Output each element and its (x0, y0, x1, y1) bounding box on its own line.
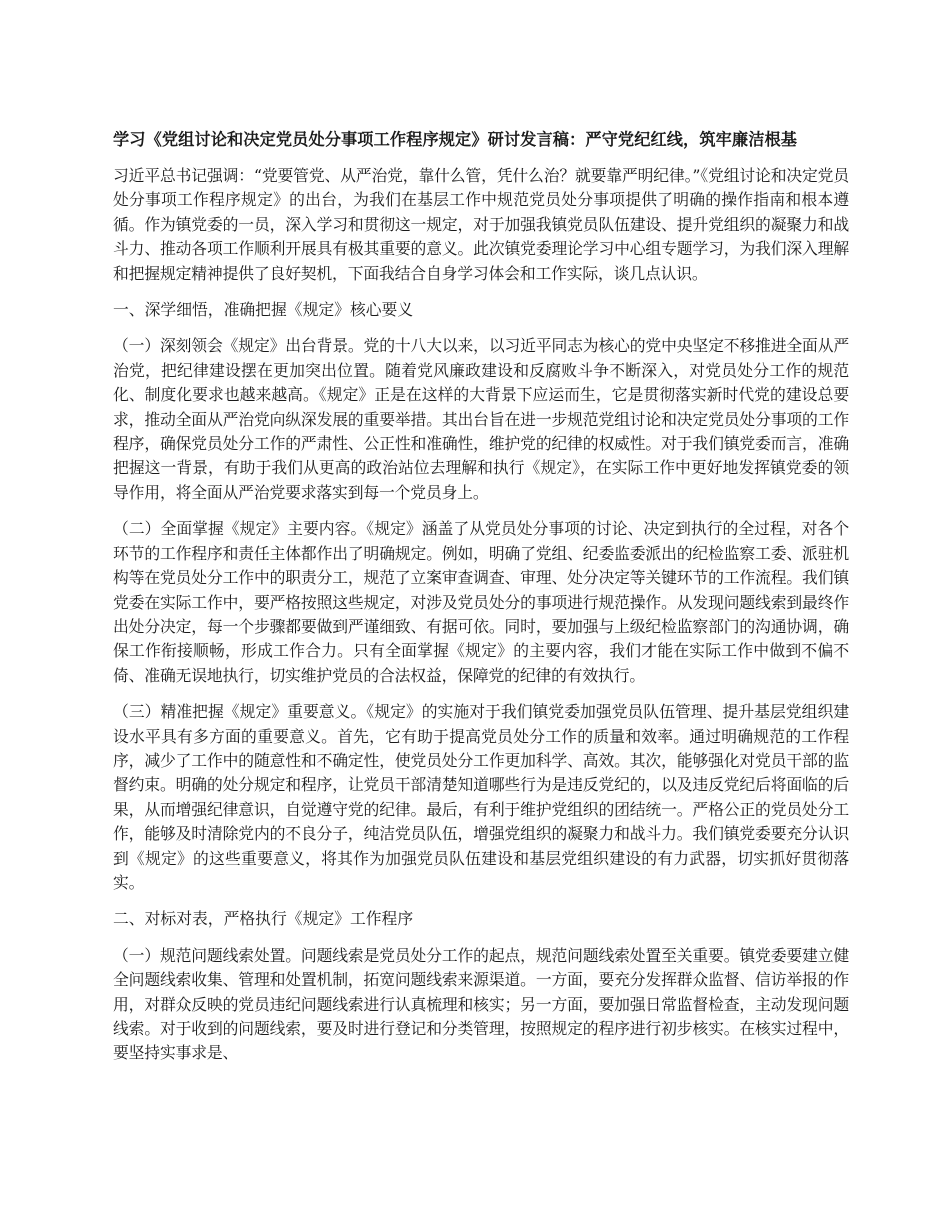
section-1-paragraph-1: （一）深刻领会《规定》出台背景。党的十八大以来，以习近平同志为核心的党中央坚定不移推进全面从严治党，把纪律建设摆在更加突出位置。随着党风廉政建设和反腐败斗争不断深入，对党员处分工作的规范化、制度化要求也越来越高。《规定》正是在这样的大背景下应运而生，它是贯彻落实新时代党的建设总要求，推动全面从严治党向纵深发展的重要举措。其出台旨在进一步规范党组讨论和决定党员处分事项的工作程序，确保党员处分工作的严肃性、公正性和准确性，维护党的纪律的权威性。对于我们镇党委而言，准确把握这一背景，有助于我们从更高的政治站位去理解和执行《规定》，在实际工作中更好地发挥镇党委的领导作用，将全面从严治党要求落实到每一个党员身上。 (113, 336, 849, 502)
section-1-paragraph-3: （三）精准把握《规定》重要意义。《规定》的实施对于我们镇党委加强党员队伍管理、提升基层党组织建设水平具有多方面的重要意义。首先，它有助于提高党员处分工作的质量和效率。通过明确规范的工作程序，减少了工作中的随意性和不确定性，使党员处分工作更加科学、高效。其次，能够强化对党员干部的监督约束。明确的处分规定和程序，让党员干部清楚知道哪些行为是违反党纪的，以及违反党纪后将面临的后果，从而增强纪律意识，自觉遵守党的纪律。最后，有利于维护党组织的团结统一。严格公正的党员处分工作，能够及时清除党内的不良分子，纯洁党员队伍，增强党组织的凝聚力和战斗力。我们镇党委要充分认识到《规定》的这些重要意义，将其作为加强党员队伍建设和基层党组织建设的有力武器，切实抓好贯彻落实。 (113, 702, 849, 892)
section-1-paragraph-2: （二）全面掌握《规定》主要内容。《规定》涵盖了从党员处分事项的讨论、决定到执行的全过程，对各个环节的工作程序和责任主体都作出了明确规定。例如，明确了党组、纪委监委派出的纪检监察工委、派驻机构等在党员处分工作中的职责分工，规范了立案审查调查、审理、处分决定等关键环节的工作流程。我们镇党委在实际工作中，要严格按照这些规定，对涉及党员处分的事项进行规范操作。从发现问题线索到最终作出处分决定，每一个步骤都要做到严谨细致、有据可依。同时，要加强与上级纪检监察部门的沟通协调，确保工作衔接顺畅，形成工作合力。只有全面掌握《规定》的主要内容，我们才能在实际工作中做到不偏不倚、准确无误地执行，切实维护党员的合法权益，保障党的纪律的有效执行。 (113, 519, 849, 685)
section-1-heading: 一、深学细悟，准确把握《规定》核心要义 (113, 300, 414, 320)
section-2-heading: 二、对标对表，严格执行《规定》工作程序 (113, 909, 414, 929)
section-2-paragraph-1: （一）规范问题线索处置。问题线索是党员处分工作的起点，规范问题线索处置至关重要。镇党委要建立健全问题线索收集、管理和处置机制，拓宽问题线索来源渠道。一方面，要充分发挥群众监督、信访举报的作用，对群众反映的党员违纪问题线索进行认真梳理和核实；另一方面，要加强日常监督检查，主动发现问题线索。对于收到的问题线索，要及时进行登记和分类管理，按照规定的程序进行初步核实。在核实过程中，要坚持实事求是、 (113, 945, 849, 1063)
document-title: 学习《党组讨论和决定党员处分事项工作程序规定》研讨发言稿：严守党纪红线，筑牢廉洁根基 (113, 130, 798, 149)
document-page (113, 127, 849, 1078)
intro-paragraph: 习近平总书记强调：“党要管党、从严治党，靠什么管，凭什么治？就要靠严明纪律。”《党组讨论和决定党员处分事项工作程序规定》的出台，为我们在基层工作中规范党员处分事项提供了明确的操作指南和根本遵循。作为镇党委的一员，深入学习和贯彻这一规定，对于加强我镇党员队伍建设、提升党组织的凝聚力和战斗力、推动各项工作顺利开展具有极其重要的意义。此次镇党委理论学习中心组专题学习，为我们深入理解和把握规定精神提供了良好契机，下面我结合自身学习体会和工作实际，谈几点认识。 (113, 166, 849, 283)
